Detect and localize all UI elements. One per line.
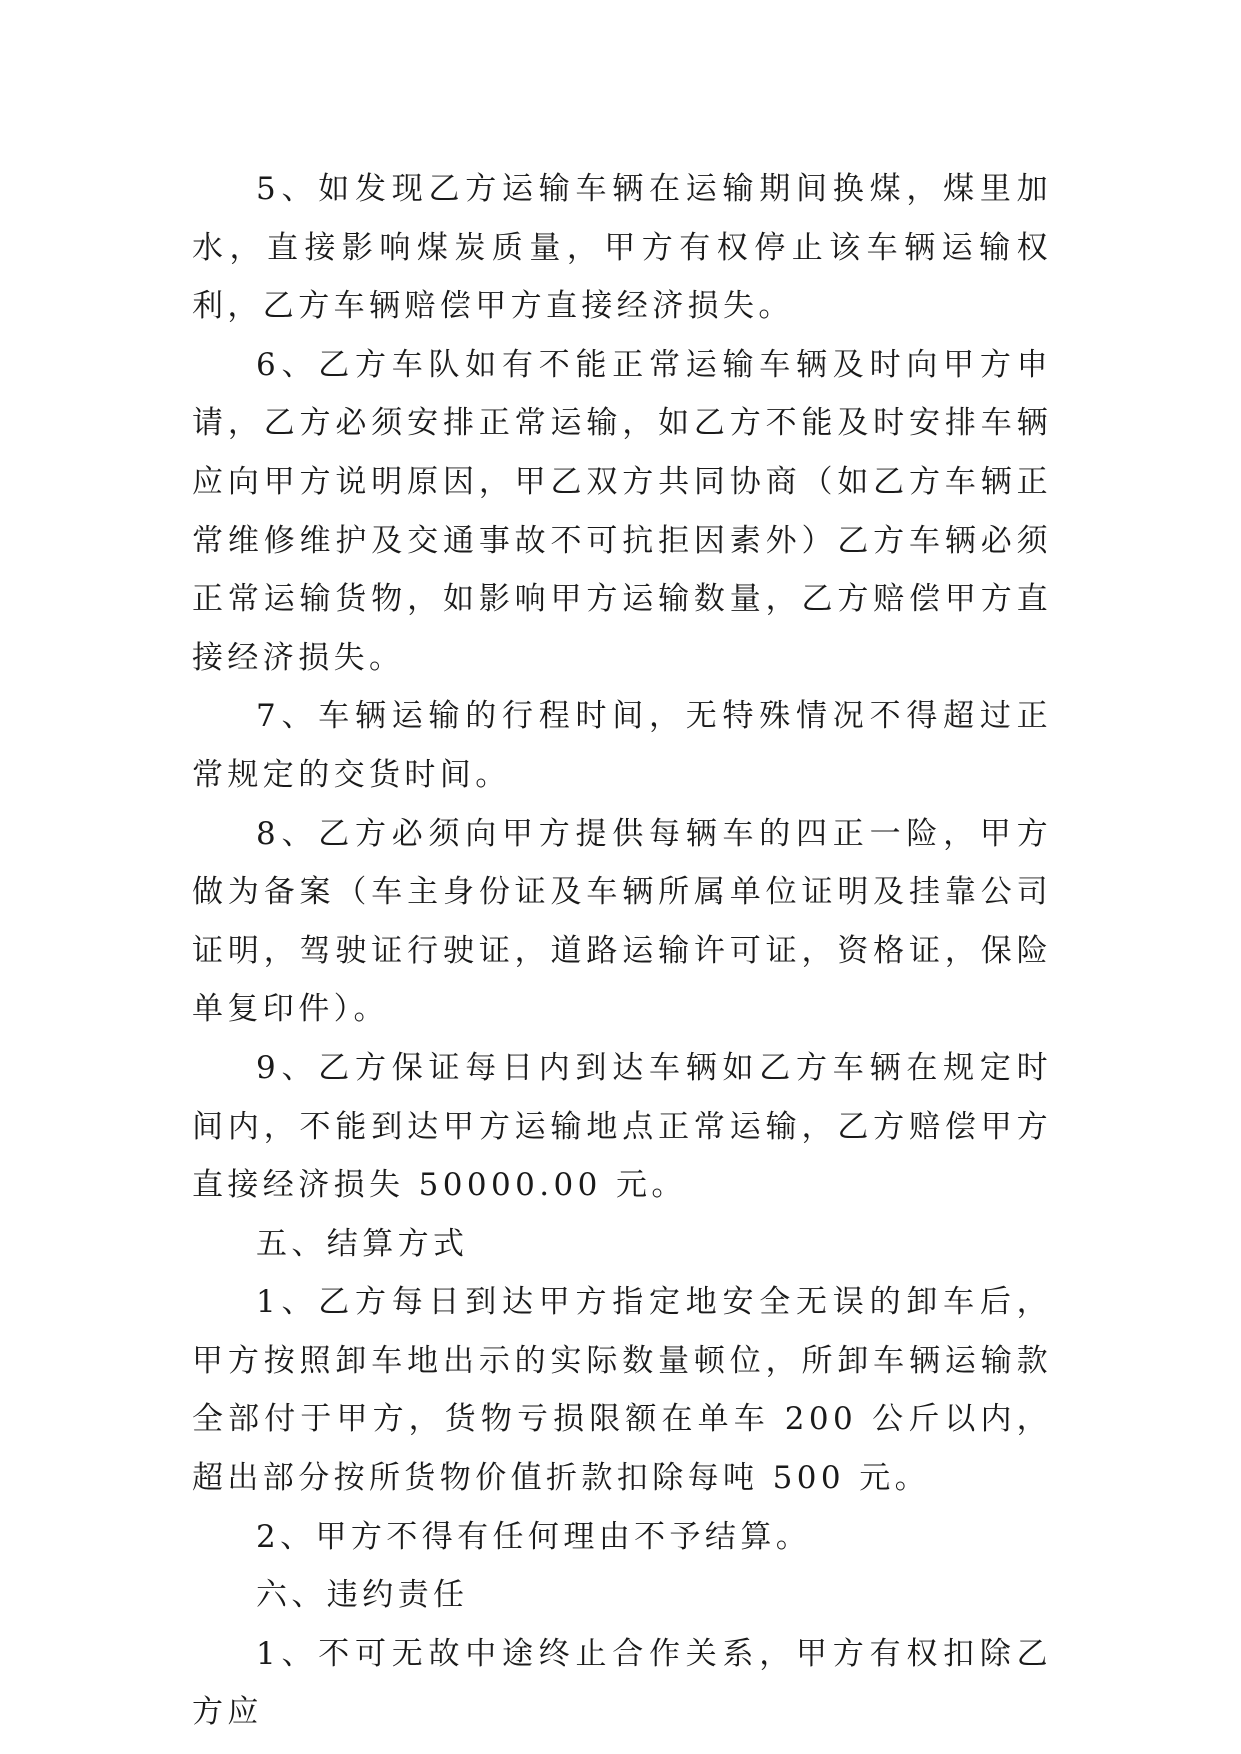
clause-5-paragraph: 5、如发现乙方运输车辆在运输期间换煤，煤里加水，直接影响煤炭质量，甲方有权停止该车辆运输权利，乙方车辆赔偿甲方直接经济损失。 (192, 171, 1052, 325)
clause-9-paragraph: 9、乙方保证每日内到达车辆如乙方车辆在规定时间内，不能到达甲方运输地点正常运输，乙方赔偿甲方直接经济损失 50000.00 元。 (192, 1049, 1052, 1204)
settlement-clause-1-paragraph: 1、乙方每日到达甲方指定地安全无误的卸车后，甲方按照卸车地出示的实际数量顿位，所卸车辆运输款全部付于甲方，货物亏损限额在单车 200 公斤以内，超出部分按所货物价值折款扣除每吨 500 元。 (192, 1284, 1052, 1497)
clause-7-paragraph: 7、车辆运输的行程时间，无特殊情况不得超过正常规定的交货时间。 (192, 698, 1052, 793)
section-heading-settlement: 五、结算方式 (256, 1225, 469, 1262)
document-body (192, 160, 1052, 1742)
clause-8-paragraph: 8、乙方必须向甲方提供每辆车的四正一险，甲方做为备案（车主身份证及车辆所属单位证明及挂靠公司证明，驾驶证行驶证，道路运输许可证，资格证，保险单复印件）。 (192, 815, 1052, 1028)
section-heading-liability: 六、违约责任 (256, 1577, 469, 1614)
settlement-clause-2-paragraph: 2、甲方不得有任何理由不予结算。 (256, 1518, 812, 1555)
liability-clause-1-paragraph: 1、不可无故中途终止合作关系，甲方有权扣除乙方应 (192, 1635, 1052, 1731)
clause-6-paragraph: 6、乙方车队如有不能正常运输车辆及时向甲方申请，乙方必须安排正常运输，如乙方不能及时安排车辆应向甲方说明原因，甲乙双方共同协商（如乙方车辆正常维修维护及交通事故不可抗拒因素外）乙方车辆必须正常运输货物，如影响甲方运输数量，乙方赔偿甲方直接经济损失。 (192, 346, 1052, 676)
